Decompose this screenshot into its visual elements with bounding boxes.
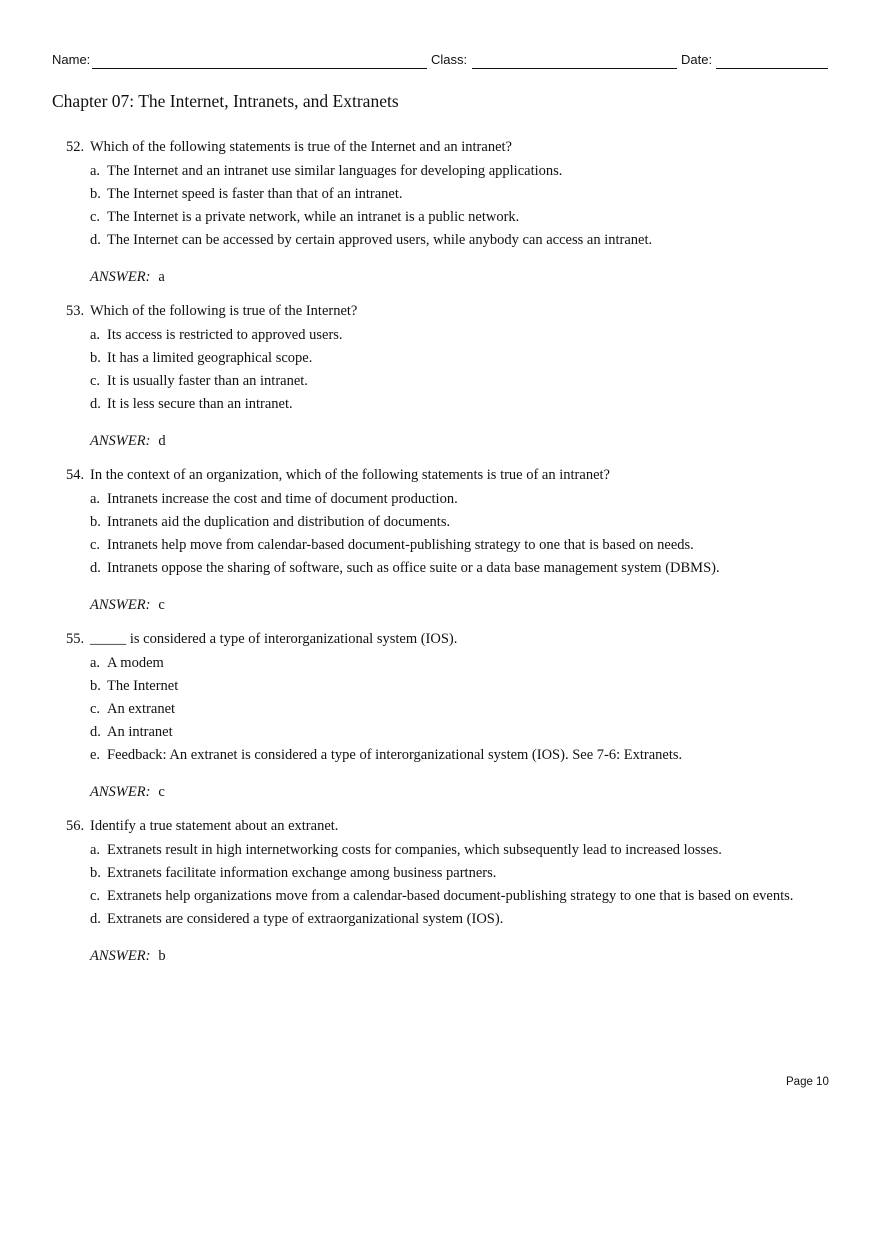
answer-option bbox=[90, 536, 816, 554]
answer-label: ANSWER: bbox=[90, 597, 151, 613]
option-text: Extranets facilitate information exchange among business partners. bbox=[107, 865, 497, 881]
option-letter: c. bbox=[90, 209, 101, 225]
question-number: 52. bbox=[66, 139, 85, 155]
option-letter: b. bbox=[90, 865, 101, 881]
answer-value: b bbox=[158, 948, 166, 964]
option-text: Intranets increase the cost and time of document production. bbox=[107, 491, 458, 507]
name-field[interactable] bbox=[92, 68, 427, 69]
option-text: The Internet can be accessed by certain approved users, while anybody can access an intranet. bbox=[107, 232, 653, 248]
answer-label: ANSWER: bbox=[90, 784, 151, 800]
answer-option bbox=[90, 910, 816, 928]
answer-line bbox=[90, 595, 816, 615]
question-56 bbox=[66, 816, 816, 966]
answer-value: c bbox=[158, 597, 165, 613]
answer-option bbox=[90, 162, 816, 180]
option-letter: c. bbox=[90, 701, 101, 717]
answer-line bbox=[90, 782, 816, 802]
option-letter: d. bbox=[90, 232, 101, 248]
name-label: Name: bbox=[52, 52, 91, 67]
answer-option bbox=[90, 746, 816, 764]
question-number: 53. bbox=[66, 303, 85, 319]
option-letter: a. bbox=[90, 491, 101, 507]
answer-value: c bbox=[158, 784, 165, 800]
question-text: Which of the following is true of the Internet? bbox=[90, 303, 358, 319]
option-text: Intranets oppose the sharing of software, such as office suite or a data base management system (DBMS). bbox=[107, 560, 720, 576]
answer-option bbox=[90, 700, 816, 718]
answer-option bbox=[90, 326, 816, 344]
answer-option bbox=[90, 372, 816, 390]
answer-option bbox=[90, 559, 816, 577]
question-stem bbox=[66, 301, 816, 321]
option-text: An intranet bbox=[107, 724, 173, 740]
option-letter: d. bbox=[90, 560, 101, 576]
answer-option bbox=[90, 677, 816, 695]
answer-option bbox=[90, 887, 816, 905]
option-text: Intranets aid the duplication and distribution of documents. bbox=[107, 514, 451, 530]
answer-option bbox=[90, 841, 816, 859]
question-text: _____ is considered a type of interorganizational system (IOS). bbox=[90, 631, 458, 647]
date-label: Date: bbox=[681, 52, 713, 67]
option-letter: b. bbox=[90, 350, 101, 366]
question-52 bbox=[66, 137, 816, 287]
option-text: Extranets help organizations move from a calendar-based document-publishing strategy to one that is based on events. bbox=[107, 888, 794, 904]
answer-value: d bbox=[158, 433, 166, 449]
answer-option bbox=[90, 231, 816, 249]
chapter-title: Chapter 07: The Internet, Intranets, and Extranets bbox=[52, 91, 399, 111]
option-text: It is usually faster than an intranet. bbox=[107, 373, 308, 389]
answer-option bbox=[90, 490, 816, 508]
option-text: The Internet bbox=[107, 678, 179, 694]
answer-value: a bbox=[158, 269, 165, 285]
answer-option bbox=[90, 654, 816, 672]
question-stem bbox=[66, 816, 816, 836]
option-text: A modem bbox=[107, 655, 164, 671]
option-text: Extranets result in high internetworking costs for companies, which subsequently lead to increased losses. bbox=[107, 842, 722, 858]
question-55 bbox=[66, 629, 816, 802]
answer-label: ANSWER: bbox=[90, 269, 151, 285]
answer-option bbox=[90, 864, 816, 882]
question-text: In the context of an organization, which of the following statements is true of an intranet? bbox=[90, 467, 610, 483]
option-text: The Internet and an intranet use similar languages for developing applications. bbox=[107, 163, 563, 179]
option-text: Its access is restricted to approved users. bbox=[107, 327, 343, 343]
option-text: It has a limited geographical scope. bbox=[107, 350, 313, 366]
answer-label: ANSWER: bbox=[90, 948, 151, 964]
option-letter: d. bbox=[90, 911, 101, 927]
page-number: Page 10 bbox=[786, 1076, 829, 1088]
question-54 bbox=[66, 465, 816, 615]
option-text: An extranet bbox=[107, 701, 176, 717]
option-letter: e. bbox=[90, 747, 101, 763]
question-stem bbox=[66, 629, 816, 649]
option-letter: c. bbox=[90, 888, 101, 904]
option-letter: a. bbox=[90, 327, 101, 343]
option-letter: d. bbox=[90, 724, 101, 740]
date-field[interactable] bbox=[716, 68, 828, 69]
answer-line bbox=[90, 946, 816, 966]
option-letter: b. bbox=[90, 514, 101, 530]
option-text: The Internet speed is faster than that of an intranet. bbox=[107, 186, 403, 202]
option-text: It is less secure than an intranet. bbox=[107, 396, 293, 412]
question-number: 55. bbox=[66, 631, 85, 647]
answer-option bbox=[90, 185, 816, 203]
student-info-header bbox=[52, 52, 828, 72]
answer-label: ANSWER: bbox=[90, 433, 151, 449]
option-letter: b. bbox=[90, 678, 101, 694]
option-text: The Internet is a private network, while an intranet is a public network. bbox=[107, 209, 520, 225]
answer-option bbox=[90, 349, 816, 367]
option-letter: a. bbox=[90, 842, 101, 858]
option-letter: b. bbox=[90, 186, 101, 202]
answer-option bbox=[90, 208, 816, 226]
option-letter: c. bbox=[90, 373, 101, 389]
answer-line bbox=[90, 267, 816, 287]
class-field[interactable] bbox=[472, 68, 677, 69]
answer-option bbox=[90, 395, 816, 413]
option-letter: c. bbox=[90, 537, 101, 553]
question-text: Identify a true statement about an extranet. bbox=[90, 818, 339, 834]
question-number: 56. bbox=[66, 818, 85, 834]
answer-option bbox=[90, 723, 816, 741]
question-list bbox=[66, 137, 816, 980]
option-text: Extranets are considered a type of extraorganizational system (IOS). bbox=[107, 911, 504, 927]
option-letter: a. bbox=[90, 655, 101, 671]
option-letter: d. bbox=[90, 396, 101, 412]
class-label: Class: bbox=[431, 52, 468, 67]
answer-option bbox=[90, 513, 816, 531]
question-53 bbox=[66, 301, 816, 451]
answer-line bbox=[90, 431, 816, 451]
question-number: 54. bbox=[66, 467, 85, 483]
question-text: Which of the following statements is true of the Internet and an intranet? bbox=[90, 139, 512, 155]
question-stem bbox=[66, 465, 816, 485]
option-text: Feedback: An extranet is considered a type of interorganizational system (IOS). See 7-6: Extranets. bbox=[107, 747, 683, 763]
option-letter: a. bbox=[90, 163, 101, 179]
option-text: Intranets help move from calendar-based document-publishing strategy to one that is based on needs. bbox=[107, 537, 694, 553]
question-stem bbox=[66, 137, 816, 157]
